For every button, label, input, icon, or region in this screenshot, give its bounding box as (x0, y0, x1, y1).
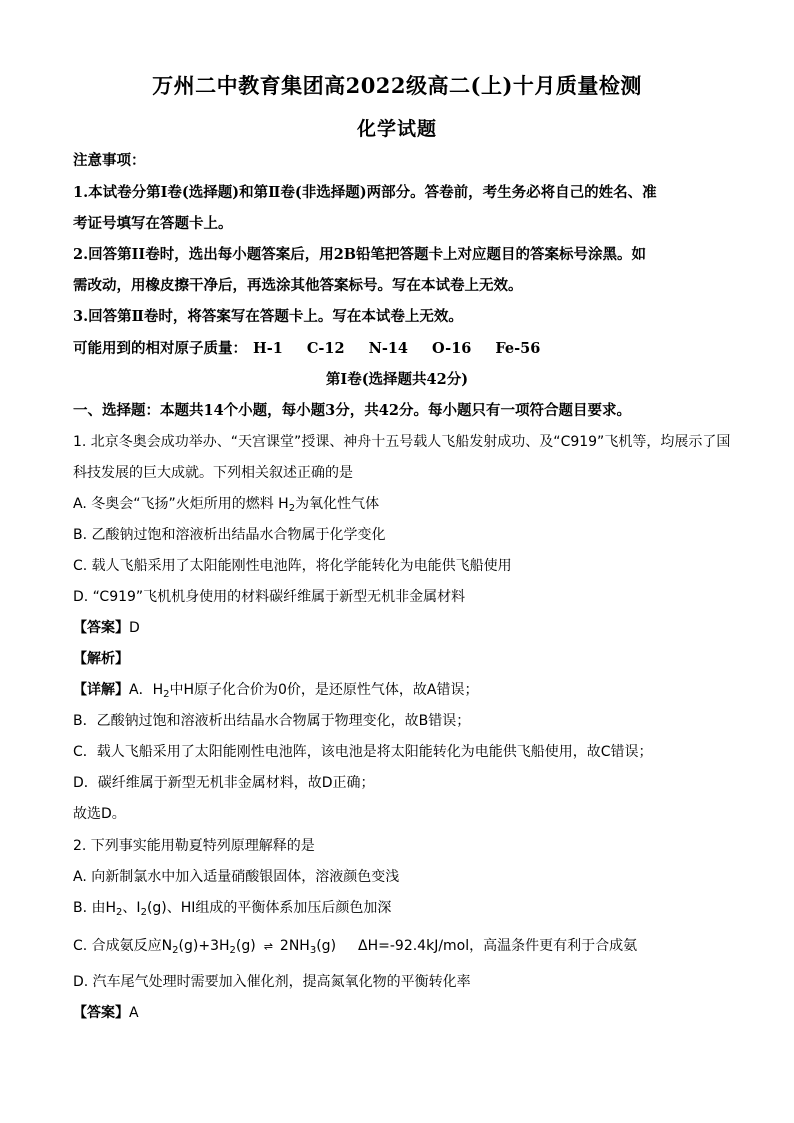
q2-option-c-text-2: (g)+3H (178, 938, 230, 954)
q2-option-b-text-3: (g)、HI组成的平衡体系加压后颜色加深 (146, 900, 392, 916)
q2-option-c-sub-2: 2 (229, 945, 236, 956)
q2-option-c-sub-1: 2 (172, 945, 179, 956)
q2-option-b-sub-1: 2 (116, 907, 123, 918)
q1-stem-line-1: 1. 北京冬奥会成功举办、“天宫课堂”授课、神舟十五号载人飞船发射成功、及“C919”飞机等，均展示了国 (73, 434, 731, 450)
q1-detail-label: 【详解】 (73, 682, 129, 698)
atomic-masses-label: 可能用到的相对原子质量： (73, 340, 247, 357)
notice-heading: 注意事项： (73, 152, 146, 169)
q1-conclusion: 故选D。 (73, 806, 126, 822)
q1-option-d: D. “C919”飞机机身使用的材料碳纤维属于新型无机非金属材料 (73, 589, 466, 605)
equilibrium-arrow-icon: ⇌ (263, 940, 272, 953)
q1-detail-a-text: A．H (129, 682, 164, 698)
q2-answer-value: A (129, 1005, 139, 1021)
notice-item-1-line-1: 1.本试卷分第Ⅰ卷(选择题)和第Ⅱ卷(非选择题)两部分。答卷前，考生务必将自己的姓名、准 (73, 184, 657, 201)
notice-item-1-line-2: 考证号填写在答题卡上。 (73, 215, 233, 232)
mass-h: H-1 (253, 340, 283, 357)
q2-option-c-text-4: 2NH (279, 938, 310, 954)
q2-option-c-text-3: (g) (235, 938, 256, 954)
q1-detail-c: C．载人飞船采用了太阳能刚性电池阵，该电池是将太阳能转化为电能供飞船使用，故C错误； (73, 744, 653, 760)
q1-answer-label: 【答案】 (73, 620, 129, 636)
q1-detail-d: D．碳纤维属于新型无机非金属材料，故D正确； (73, 775, 375, 791)
mass-c: C-12 (306, 340, 345, 357)
atomic-masses (73, 339, 733, 359)
q1-answer (73, 618, 733, 638)
q1-detail-a-sub: 2 (163, 689, 170, 700)
q2-option-b-text-2: 、I (122, 900, 141, 916)
q1-detail-a-rest: 中H原子化合价为0价，是还原性气体，故A错误； (169, 682, 479, 698)
q1-option-c: C. 载人飞船采用了太阳能刚性电池阵，将化学能转化为电能供飞船使用 (73, 558, 512, 574)
notice-item-2-line-2: 需改动，用橡皮擦干净后，再选涂其他答案标号。写在本试卷上无效。 (73, 277, 523, 294)
q1-option-b: B. 乙酸钠过饱和溶液析出结晶水合物属于化学变化 (73, 527, 386, 543)
q2-option-c-text-6: ΔH=-92.4kJ/mol，高温条件更有利于合成氨 (358, 938, 638, 954)
q2-option-b-text-1: B. 由H (73, 900, 117, 916)
q1-detail-a (73, 680, 733, 700)
q2-option-b-sub-2: 2 (140, 907, 147, 918)
notice-item-2-line-1: 2.回答第ⅠI卷时，选出每小题答案后，用2B铅笔把答题卡上对应题目的答案标号涂黑。如 (73, 246, 647, 263)
mass-n: N-14 (368, 340, 409, 357)
q1-stem-line-2: 科技发展的巨大成就。下列相关叙述正确的是 (73, 465, 353, 481)
q1-analysis-label: 【解析】 (73, 651, 129, 667)
q1-option-a-text: A. 冬奥会“飞扬”火炬所用的燃料 H (73, 496, 289, 512)
q2-answer (73, 1003, 733, 1023)
q2-option-c-text-5: (g) (316, 938, 337, 954)
q1-option-a-rest: 为氧化性气体 (295, 496, 380, 512)
q2-option-b (73, 898, 733, 918)
q2-stem: 2. 下列事实能用勒夏特列原理解释的是 (73, 838, 315, 854)
q2-option-d: D. 汽车尾气处理时需要加入催化剂，提高氮氧化物的平衡转化率 (73, 974, 471, 990)
q2-option-c-text-1: C. 合成氨反应N (73, 938, 173, 954)
q2-option-a: A. 向新制氯水中加入适量硝酸银固体，溶液颜色变浅 (73, 869, 400, 885)
mass-fe: Fe-56 (495, 340, 541, 357)
part-title: 第Ⅰ卷(选择题共42分) (325, 371, 469, 388)
q2-option-c-sub-3: 3 (309, 945, 317, 956)
q1-option-a-sub: 2 (288, 503, 296, 514)
q1-answer-value: D (129, 620, 140, 636)
section-heading: 一、选择题：本题共14个小题，每小题3分，共42分。每小题只有一项符合题目要求。 (73, 402, 631, 419)
q2-answer-label: 【答案】 (73, 1005, 129, 1021)
q1-option-a (73, 494, 733, 514)
exam-title: 万州二中教育集团高2022级高二(上)十月质量检测 (152, 73, 642, 98)
exam-subtitle: 化学试题 (356, 118, 437, 140)
mass-o: O-16 (432, 340, 472, 357)
notice-item-3: 3.回答第Ⅱ卷时，将答案写在答题卡上。写在本试卷上无效。 (73, 308, 463, 325)
q2-option-c (73, 936, 733, 957)
q1-detail-b: B．乙酸钠过饱和溶液析出结晶水合物属于物理变化，故B错误； (73, 713, 471, 729)
